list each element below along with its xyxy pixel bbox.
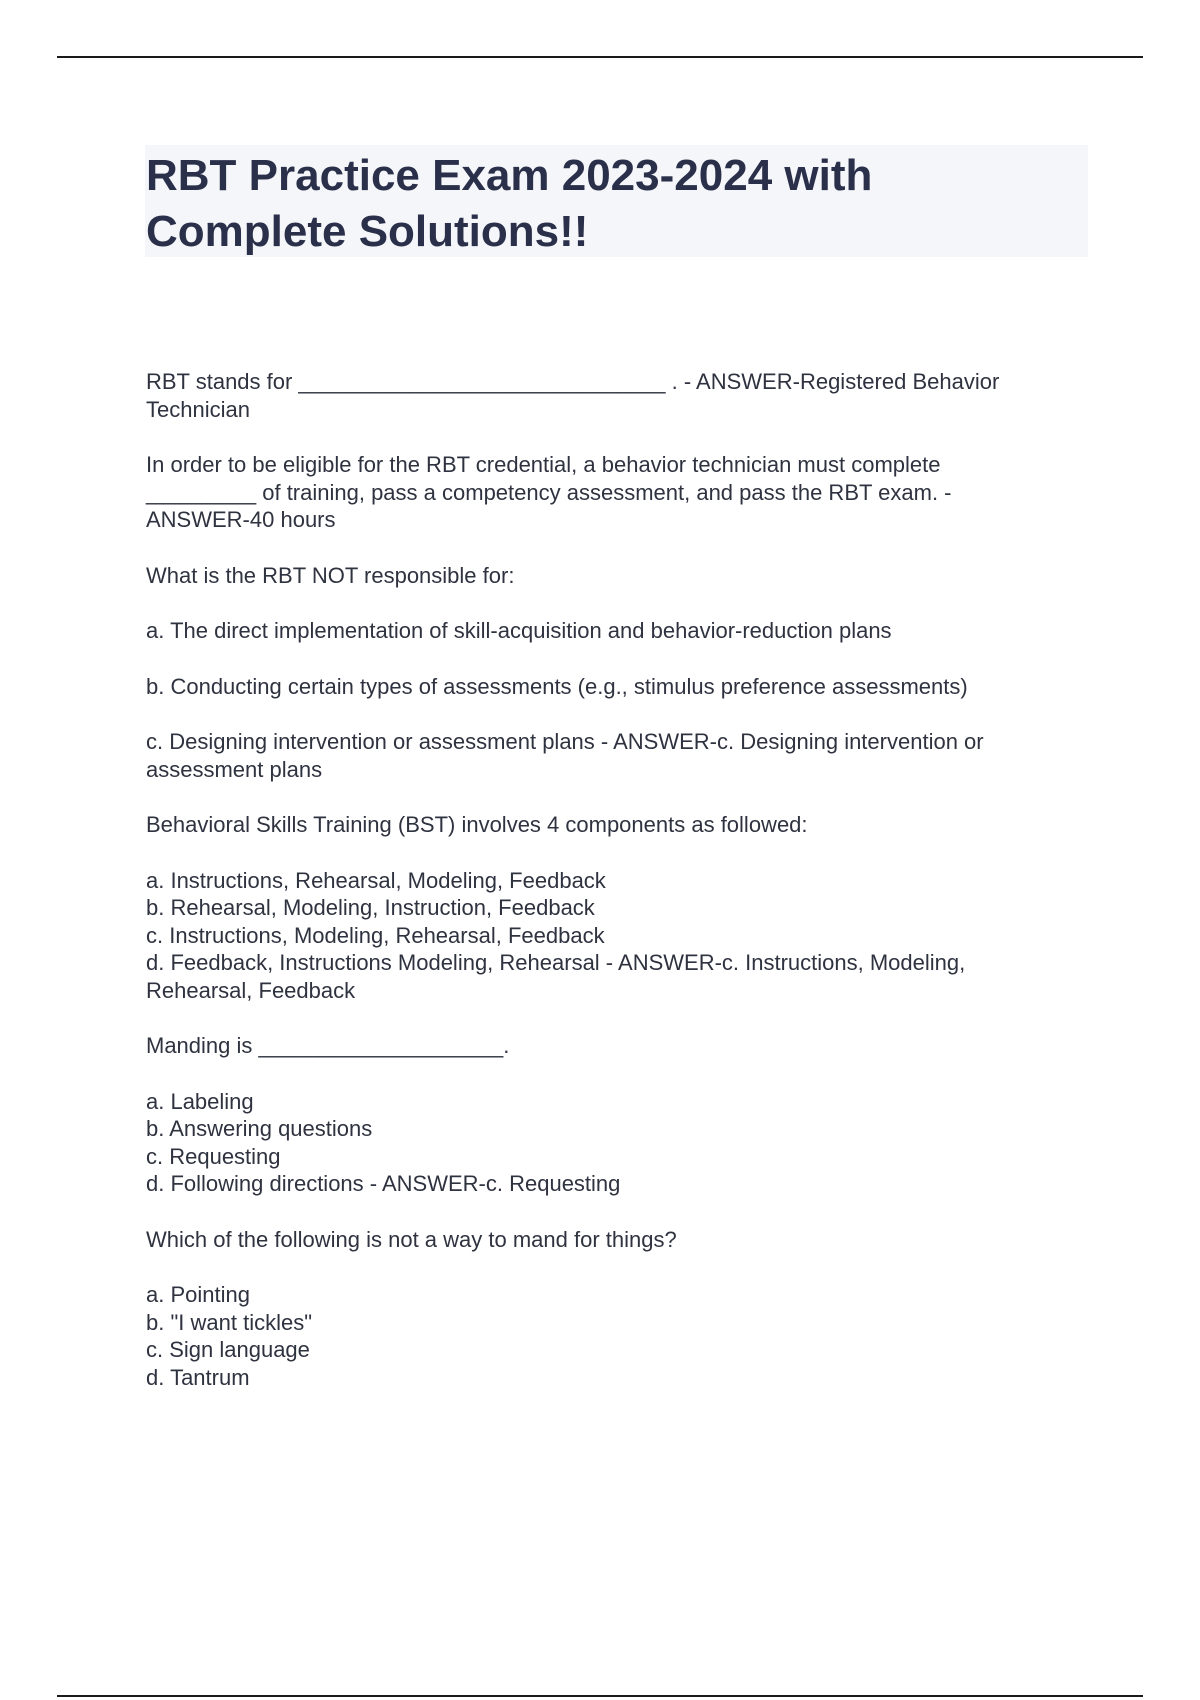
text-line: c. Requesting xyxy=(146,1143,281,1169)
text-line: RBT stands for ______________________________ . - ANSWER-Registered Behavior xyxy=(146,369,1000,394)
text-line: Manding is ____________________. xyxy=(146,1033,510,1058)
question-block xyxy=(146,867,1081,1005)
question-block xyxy=(146,451,1081,534)
block-spacer xyxy=(146,839,1081,867)
question-block xyxy=(146,562,1081,590)
exam-content xyxy=(146,368,1081,1391)
block-spacer xyxy=(146,645,1081,673)
text-line: c. Instructions, Modeling, Rehearsal, Feedback xyxy=(146,922,605,948)
text-line: Behavioral Skills Training (BST) involves 4 components as followed: xyxy=(146,812,808,837)
text-line: _________ of training, pass a competency assessment, and pass the RBT exam. - xyxy=(146,479,952,505)
block-spacer xyxy=(146,589,1081,617)
block-spacer xyxy=(146,1004,1081,1032)
block-spacer xyxy=(146,783,1081,811)
title-line: Complete Solutions!! xyxy=(146,207,589,256)
text-line: d. Tantrum xyxy=(146,1364,250,1390)
title-line: RBT Practice Exam 2023-2024 with xyxy=(146,151,873,200)
block-spacer xyxy=(146,534,1081,562)
text-line: a. Pointing xyxy=(146,1282,250,1307)
text-line: d. Feedback, Instructions Modeling, Rehearsal - ANSWER-c. Instructions, Modeling, xyxy=(146,950,966,975)
question-block xyxy=(146,728,1081,783)
block-spacer xyxy=(146,1198,1081,1226)
text-line: a. The direct implementation of skill-acquisition and behavior-reduction plans xyxy=(146,618,892,643)
text-line: c. Sign language xyxy=(146,1337,310,1362)
text-line: Rehearsal, Feedback xyxy=(146,977,356,1003)
question-block xyxy=(146,673,1081,701)
question-block xyxy=(146,811,1081,839)
question-block xyxy=(146,1088,1081,1198)
text-line: b. Conducting certain types of assessments (e.g., stimulus preference assessments) xyxy=(146,673,968,699)
block-spacer xyxy=(146,1060,1081,1088)
header-rule xyxy=(57,56,1143,58)
question-block xyxy=(146,1226,1081,1254)
text-line: a. Instructions, Rehearsal, Modeling, Feedback xyxy=(146,867,606,893)
question-block xyxy=(146,617,1081,645)
page-title xyxy=(146,148,1066,260)
block-spacer xyxy=(146,700,1081,728)
text-line: What is the RBT NOT responsible for: xyxy=(146,562,515,588)
text-line: In order to be eligible for the RBT credential, a behavior technician must complete xyxy=(146,452,941,477)
text-line: b. Rehearsal, Modeling, Instruction, Feedback xyxy=(146,895,595,920)
text-line: ANSWER-40 hours xyxy=(146,507,336,532)
text-line: Technician xyxy=(146,396,250,422)
text-line: Which of the following is not a way to mand for things? xyxy=(146,1226,677,1252)
text-line: d. Following directions - ANSWER-c. Requesting xyxy=(146,1171,621,1196)
text-line: a. Labeling xyxy=(146,1088,254,1114)
question-block xyxy=(146,1281,1081,1391)
question-block xyxy=(146,368,1081,423)
block-spacer xyxy=(146,1253,1081,1281)
footer-rule xyxy=(57,1695,1143,1697)
text-line: b. "I want tickles" xyxy=(146,1309,313,1335)
text-line: c. Designing intervention or assessment plans - ANSWER-c. Designing intervention or xyxy=(146,729,984,754)
block-spacer xyxy=(146,423,1081,451)
text-line: b. Answering questions xyxy=(146,1116,373,1141)
question-block xyxy=(146,1032,1081,1060)
text-line: assessment plans xyxy=(146,756,323,782)
